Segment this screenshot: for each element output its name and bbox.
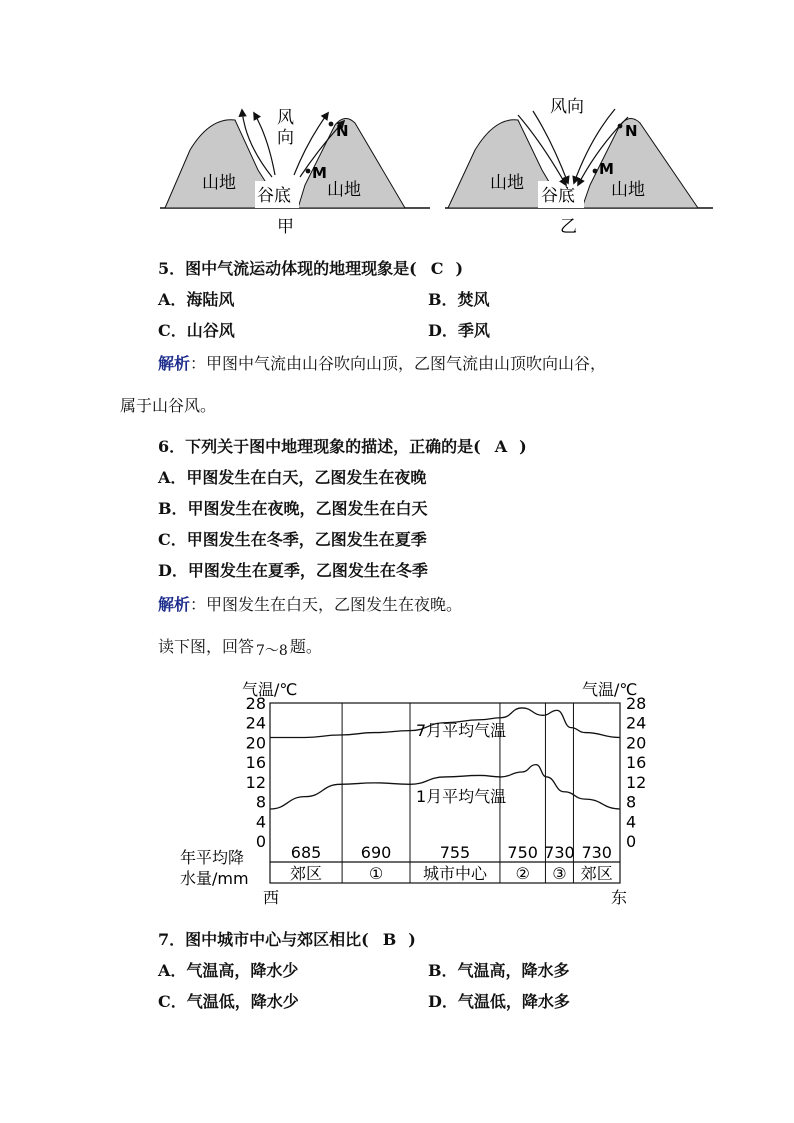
read-instruction — [158, 634, 322, 660]
q5-explanation-label: 解析 — [158, 354, 191, 373]
y-tick-left-12: 12 — [245, 772, 266, 792]
read-pre: 读下图，回答 — [158, 637, 255, 656]
y-tick-left-16: 16 — [245, 753, 266, 773]
q7-option-a: A．气温高，降水少 — [158, 961, 299, 980]
y-ticks-left — [246, 694, 266, 851]
mountain-left-label: 山地 — [202, 173, 236, 193]
y-tick-right-8: 8 — [626, 792, 637, 812]
y-axis-label-left: 气温/℃ — [242, 680, 298, 699]
direction-west: 西 — [263, 888, 280, 907]
y-tick-right-24: 24 — [626, 713, 647, 733]
q7-option-b: B．气温高，降水多 — [428, 961, 570, 980]
q7-close: ) — [408, 930, 416, 949]
q6-close: ) — [519, 437, 527, 456]
point-m-label: M — [312, 164, 327, 182]
y-tick-right-20: 20 — [626, 733, 647, 753]
y-tick-left-4: 4 — [255, 812, 266, 832]
q6-option-a: A．甲图发生在白天，乙图发生在夜晚 — [158, 468, 427, 487]
point-n-label-b: N — [625, 122, 638, 140]
zone-label: ③ — [552, 864, 567, 883]
precip-header-line1: 年平均降 — [180, 848, 245, 867]
zone-labels — [290, 864, 613, 883]
y-ticks-right — [626, 694, 646, 851]
q6-explanation-text: ：甲图发生在白天，乙图发生在夜晚。 — [190, 595, 463, 614]
q6-option-d: D．甲图发生在夏季，乙图发生在冬季 — [158, 561, 428, 580]
zone-label: 城市中心 — [422, 864, 487, 883]
q7-stem-text: 7．图中城市中心与郊区相比( — [158, 930, 369, 949]
q7-stem — [158, 927, 416, 950]
panel-yi — [445, 97, 713, 237]
mountain-right-label: 山地 — [327, 180, 361, 200]
q5-explanation-text: ：甲图中气流由山谷吹向山顶，乙图气流由山顶吹向山谷， — [190, 354, 607, 373]
y-tick-left-24: 24 — [245, 713, 266, 733]
caption-yi: 乙 — [560, 217, 577, 237]
precip-value: 730 — [581, 843, 612, 862]
q5-stem-text: 5．图中气流运动体现的地理现象是( — [158, 259, 417, 278]
q5-option-c: C．山谷风 — [158, 321, 235, 340]
series-label-july: 7月平均气温 — [416, 721, 507, 740]
y-tick-right-12: 12 — [626, 772, 647, 792]
q5-answer: C — [430, 259, 444, 278]
q5-explanation-cont: 属于山谷风。 — [120, 396, 217, 415]
q6-option-c: C．甲图发生在冬季，乙图发生在夏季 — [158, 530, 427, 549]
y-tick-right-28: 28 — [626, 694, 647, 713]
precip-header-line2: 水量/mm — [180, 869, 249, 888]
y-axis-label-right: 气温/℃ — [582, 680, 638, 699]
caption-jia: 甲 — [277, 217, 294, 237]
q6-explanation-label: 解析 — [158, 595, 191, 614]
q6-stem-text: 6．下列关于图中地理现象的描述，正确的是( — [158, 437, 481, 456]
y-tick-right-4: 4 — [626, 812, 637, 832]
direction-east: 东 — [611, 888, 628, 907]
precip-value: 730 — [544, 843, 575, 862]
precip-value: 685 — [290, 843, 322, 862]
zone-label: 郊区 — [290, 864, 323, 883]
read-post: 题。 — [289, 637, 322, 656]
valley-label-b: 谷底 — [541, 186, 575, 206]
zone-label: ② — [515, 864, 530, 883]
precip-values — [291, 843, 612, 862]
wind-label-char-2: 向 — [277, 128, 294, 148]
q7-option-c: C．气温低，降水少 — [158, 992, 299, 1011]
q6-stem — [158, 434, 527, 457]
q6-explanation — [158, 592, 462, 615]
y-tick-right-16: 16 — [626, 753, 647, 773]
point-n-label: N — [336, 122, 349, 140]
q5-option-d: D．季风 — [428, 321, 490, 340]
q5-option-b: B．焚风 — [428, 290, 490, 309]
temperature-chart — [170, 672, 655, 910]
mountain-valley-figure — [150, 95, 720, 240]
y-tick-left-20: 20 — [245, 733, 266, 753]
y-tick-left-28: 28 — [245, 694, 266, 713]
q5-option-a: A．海陆风 — [158, 290, 235, 309]
precip-value: 690 — [360, 843, 392, 862]
q5-explanation — [158, 351, 606, 374]
y-tick-left-8: 8 — [255, 792, 266, 812]
q7-option-d: D．气温低，降水多 — [428, 992, 570, 1011]
mountain-right-label-b: 山地 — [611, 180, 645, 200]
wind-label-b: 风向 — [550, 97, 584, 117]
zone-label: 郊区 — [580, 864, 613, 883]
q6-option-b: B．甲图发生在夜晚，乙图发生在白天 — [158, 499, 428, 518]
mountain-left-label-b: 山地 — [490, 173, 524, 193]
panel-jia — [160, 108, 430, 237]
y-tick-left-0: 0 — [255, 832, 266, 851]
y-tick-right-0: 0 — [626, 832, 637, 851]
q6-answer: A — [494, 437, 508, 456]
q5-close: ) — [455, 259, 464, 278]
point-m-label-b: M — [599, 160, 614, 178]
precip-value: 755 — [439, 843, 471, 862]
series-label-jan: 1月平均气温 — [416, 787, 507, 806]
q5-stem — [158, 256, 463, 279]
zone-label: ① — [368, 864, 384, 883]
precip-value: 750 — [507, 843, 538, 862]
read-range: 7～8 — [256, 643, 288, 659]
wind-label-char-1: 风 — [277, 108, 294, 128]
q7-answer: B — [382, 930, 397, 949]
valley-label: 谷底 — [257, 186, 291, 206]
